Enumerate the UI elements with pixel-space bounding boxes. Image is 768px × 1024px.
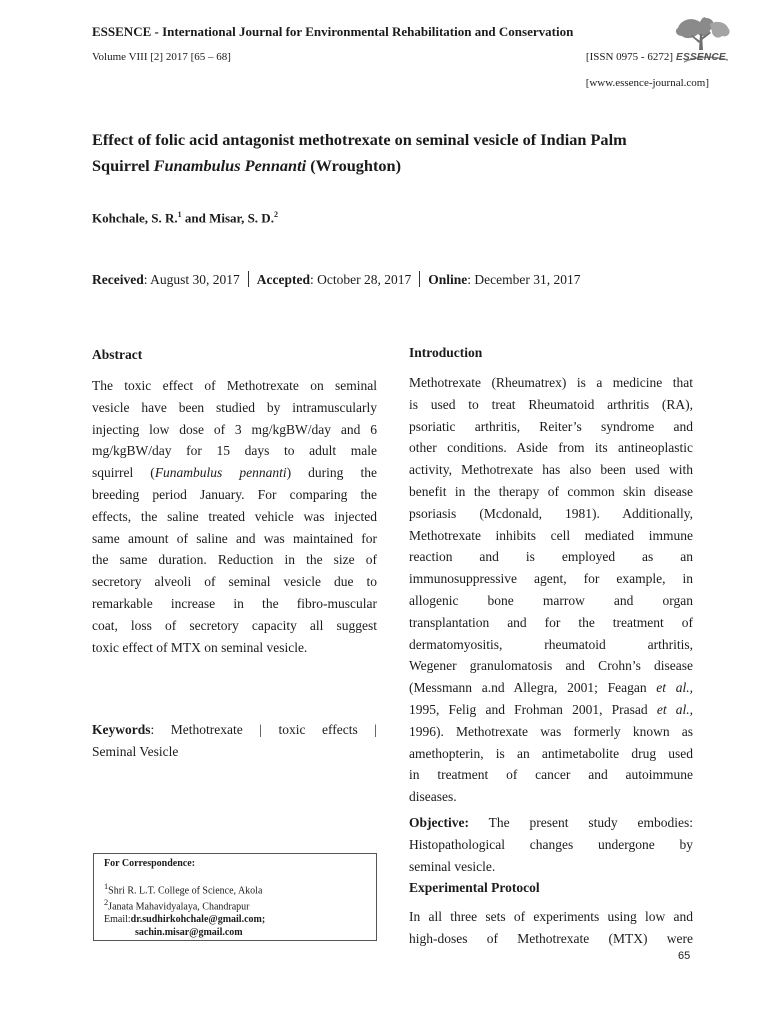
introduction-line: psoriasis (Mcdonald, 1981). Additionally,	[409, 505, 693, 521]
objective-paragraph	[409, 812, 693, 877]
logo-text: ESSENCE	[676, 52, 726, 63]
date-separator	[248, 271, 249, 287]
volume-info: Volume VIII [2] 2017 [65 – 68]	[92, 51, 231, 63]
abstract-line: secretory alveoli of seminal vesicle due to	[92, 574, 377, 590]
date-separator	[419, 271, 420, 287]
affil-2-sup: 2	[104, 898, 109, 908]
email-link-1[interactable]: dr.sudhirkohchale@gmail.com;	[130, 914, 266, 926]
introduction-line: allogenic bone marrow and organ	[409, 592, 693, 608]
introduction-line: dermatomyositis, rheumatoid arthritis,	[409, 636, 693, 652]
title-line-2-pre: Squirrel	[92, 156, 154, 175]
abstract-line: mg/kgBW/day for 15 days to adult male	[92, 443, 377, 459]
online-date: : December 31, 2017	[467, 272, 581, 287]
publication-dates	[92, 271, 580, 288]
introduction-line: Methotrexate inhibits cell mediated immune	[409, 527, 693, 543]
introduction-line: immunosuppressive agent, for example, in	[409, 571, 693, 587]
introduction-line: diseases.	[409, 789, 457, 805]
keywords-line-1: : Methotrexate | toxic effects |	[150, 722, 377, 737]
introduction-line: activity, Methotrexate has also been used with	[409, 462, 693, 478]
keywords-label: Keywords	[92, 722, 151, 737]
objective-line-1: The present study embodies:	[468, 815, 693, 830]
keywords-line-2: Seminal Vesicle	[92, 743, 179, 759]
abstract-line: remarkable increase in the fibro-muscular	[92, 595, 377, 611]
journal-name: ESSENCE - International Journal for Environmental Rehabilitation and Conservation	[92, 24, 574, 39]
experimental-line: high-doses of Methotrexate (MTX) were	[409, 930, 693, 946]
abstract-line: the same duration. Reduction in the size of	[92, 552, 377, 568]
accepted-date: : October 28, 2017	[309, 272, 412, 287]
introduction-line: psoriatic arthritis, Reiter’s syndrome and	[409, 418, 693, 434]
abstract-line: vesicle have been studied by intramuscularly	[92, 399, 377, 415]
accepted-label: Accepted	[256, 272, 310, 287]
journal-logo	[670, 14, 740, 70]
abstract-line: effects, the saline treated vehicle was injected	[92, 508, 377, 524]
introduction-line: is used to treat Rheumatoid arthritis (RA),	[409, 396, 693, 412]
introduction-line: amethopterin, is an antimetabolite drug used	[409, 745, 693, 761]
title-species: Funambulus Pennanti	[153, 156, 307, 175]
abstract-line: squirrel (Funambulus pennanti) during the	[92, 465, 377, 481]
received-date: : August 30, 2017	[143, 272, 240, 287]
author-list	[92, 210, 278, 226]
author-2: Misar, S. D.	[209, 210, 274, 226]
issn: [ISSN 0975 - 6272]	[585, 51, 673, 63]
abstract-line: same amount of saline and was maintained for	[92, 530, 377, 546]
author-1: Kohchale, S. R.	[92, 210, 178, 226]
abstract-line: toxic effect of MTX on seminal vesicle.	[92, 639, 308, 655]
correspondence-title: For Correspondence	[104, 858, 192, 869]
experimental-body	[409, 906, 693, 950]
email-label: Email:	[104, 914, 131, 926]
introduction-line: reaction and is employed as an	[409, 549, 693, 565]
introduction-line: benefit in the therapy of common skin disease	[409, 483, 693, 499]
author-1-affil: 1	[177, 210, 182, 219]
introduction-line: transplantation and for the treatment of	[409, 614, 693, 630]
online-label: Online	[428, 272, 468, 287]
introduction-line: Wegener granulomatosis and Crohn’s disease	[409, 658, 693, 674]
objective-line-3: seminal vesicle.	[409, 858, 496, 874]
introduction-line: in treatment of cancer and autoimmune	[409, 767, 693, 783]
objective-label: Objective:	[409, 815, 469, 830]
introduction-line: 1996). Methotrexate was formerly known as	[409, 723, 693, 739]
introduction-line: (Messmann a.nd Allegra, 2001; Feagan et al.,	[409, 680, 694, 696]
abstract-heading: Abstract	[92, 347, 143, 362]
article-title	[92, 127, 712, 179]
abstract-line: coat, loss of secretory capacity all suggest	[92, 617, 377, 633]
affiliation-1: Shri R. L.T. College of Science, Akola	[108, 884, 263, 896]
correspondence-box	[93, 853, 377, 941]
introduction-line: other conditions. Aside from its antineoplastic	[409, 440, 693, 456]
journal-url: [www.essence-journal.com]	[585, 77, 709, 89]
author-and: and	[181, 210, 210, 226]
author-2-affil: 2	[273, 210, 278, 219]
introduction-heading: Introduction	[409, 345, 483, 360]
introduction-body	[409, 372, 693, 808]
email-link-2[interactable]: sachin.misar@gmail.com	[135, 926, 243, 938]
affiliation-2: Janata Mahavidyalaya, Chandrapur	[108, 901, 250, 913]
experimental-heading: Experimental Protocol	[409, 880, 540, 895]
experimental-line: In all three sets of experiments using low and	[409, 909, 693, 924]
page-number: 65	[678, 950, 691, 962]
abstract-line: injecting low dose of 3 mg/kgBW/day and 6	[92, 421, 377, 437]
title-line-2-post: (Wroughton)	[306, 156, 401, 175]
introduction-line: 1995, Felig and Frohman 2001, Prasad et al.,	[409, 701, 694, 717]
keywords	[92, 719, 377, 763]
abstract-line: The toxic effect of Methotrexate on seminal	[92, 378, 377, 393]
title-line-1: Effect of folic acid antagonist methotrexate on seminal vesicle of Indian Palm	[92, 130, 627, 149]
correspondence-colon: :	[191, 858, 196, 869]
introduction-line: Methotrexate (Rheumatrex) is a medicine that	[409, 375, 693, 390]
received-label: Received	[92, 272, 144, 287]
affil-1-sup: 1	[104, 881, 109, 891]
abstract-body	[92, 375, 377, 658]
abstract-line: breeding period January. For comparing the	[92, 486, 377, 502]
objective-line-2: Histopathological changes undergone by	[409, 836, 693, 852]
